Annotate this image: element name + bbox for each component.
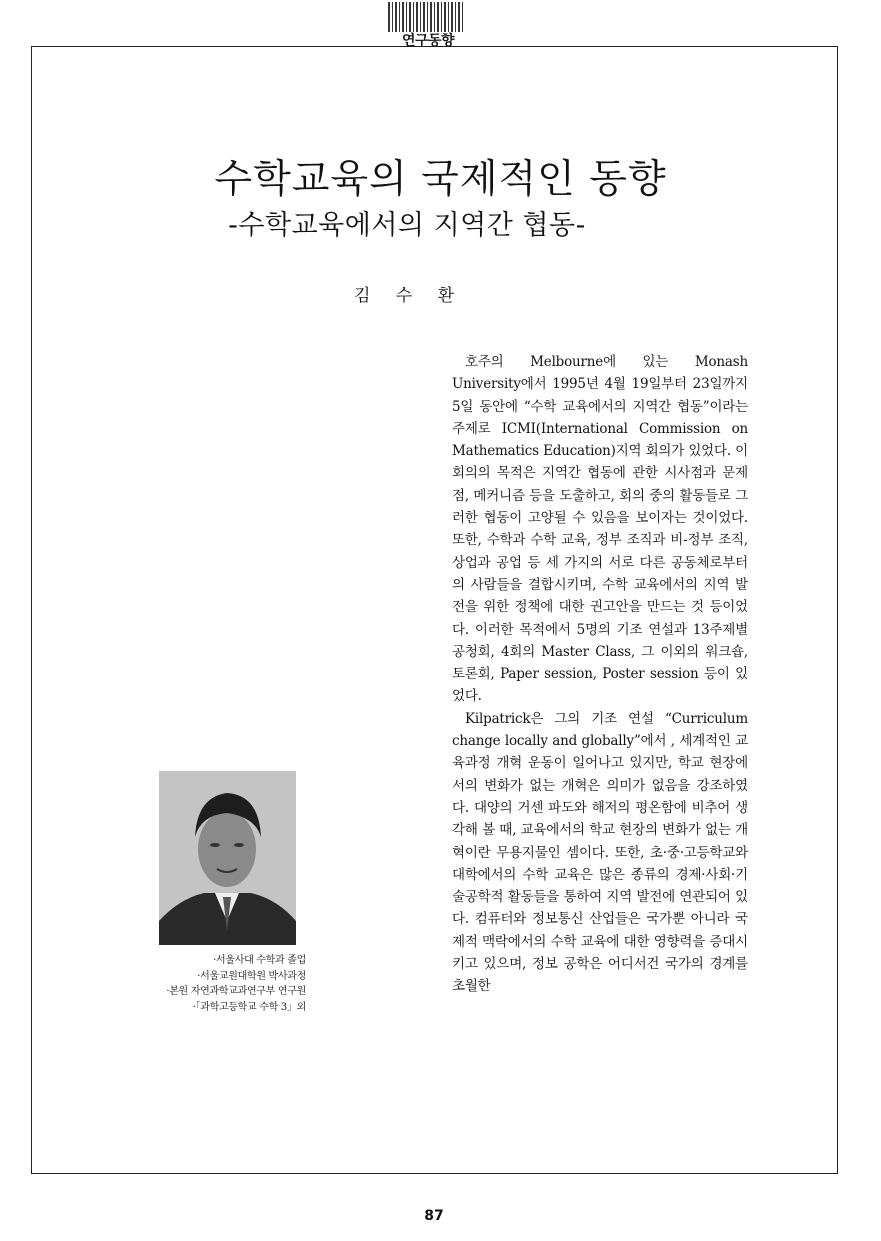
author-profile-caption	[120, 953, 306, 1015]
article-body	[452, 351, 748, 998]
caption-line: ·본원 자연과학교과연구부 연구원	[166, 986, 306, 997]
body-paragraph: 호주의 Melbourne에 있는 Monash University에서 1995년 4월 19일부터 23일까지 5일 동안에 “수학 교육에서의 지역간 협동”이라는 주제로 ICMI(International Commission on Mathematics Education)지역 회의가 있었다. 이 회의의 목적은 지역간 협동에 관한 시사점과 문제점, 메커니즘 등을 도출하고, 회의 중의 활동들로 그러한 협동이 고양될 수 있음을 보이자는 것이었다. 또한, 수학과 수학 교육, 정부 조직과 비-정부 조직, 상업과 공업 등 세 가지의 서로 다른 공동체로부터의 사람들을 결합시키며, 수학 교육에서의 지역 발전을 위한 정책에 대한 권고안을 만드는 것 등이었다. 이러한 목적에서 5명의 기조 연설과 13주제별 공청회, 4회의 Master Class, 그 이외의 워크숍, 토론회, Paper session, Poster session 등이 있었다.	[452, 354, 748, 705]
author-photo	[159, 771, 296, 945]
article-title: 수학교육의 국제적인 동향	[214, 157, 667, 202]
caption-line: ·서울사대 수학과 졸업	[213, 955, 306, 966]
author-portrait-image	[159, 771, 296, 945]
caption-line: ·「과학고등학교 수학 3」외	[192, 1001, 306, 1013]
section-label: 연구동향	[401, 33, 455, 49]
body-paragraph: Kilpatrick은 그의 기조 연설 “Curriculum change locally and globally”에서 , 세계적인 교육과정 개혁 운동이 일어나고 있지만, 학교 현장에서의 변화가 없는 개혁은 의미가 없음을 강조하였다. 대양의 거센 파도와 해저의 평온함에 비추어 생각해 볼 때, 교육에서의 학교 현장의 변화가 없는 개혁이란 무용지물인 셈이다. 또한, 초·중·고등학교와 대학에서의 수학 교육은 많은 종류의 경제·사회·기술공학적 활동들을 통하여 지역 발전에 연관되어 있다. 컴퓨터와 정보통신 산업들은 국가뿐 아니라 국제적 맥락에서의 수학 교육에 대한 영향력을 증대시키고 있으며, 정보 공학은 어디서건 국가의 경계를 초월한	[452, 710, 748, 995]
page-number: 87	[424, 1208, 444, 1224]
author-name: 김 수 환	[353, 286, 465, 306]
article-subtitle: -수학교육에서의 지역간 협동-	[228, 210, 586, 241]
section-logo	[388, 2, 464, 32]
caption-line: ·서울교원대학원 박사과정	[197, 970, 306, 982]
